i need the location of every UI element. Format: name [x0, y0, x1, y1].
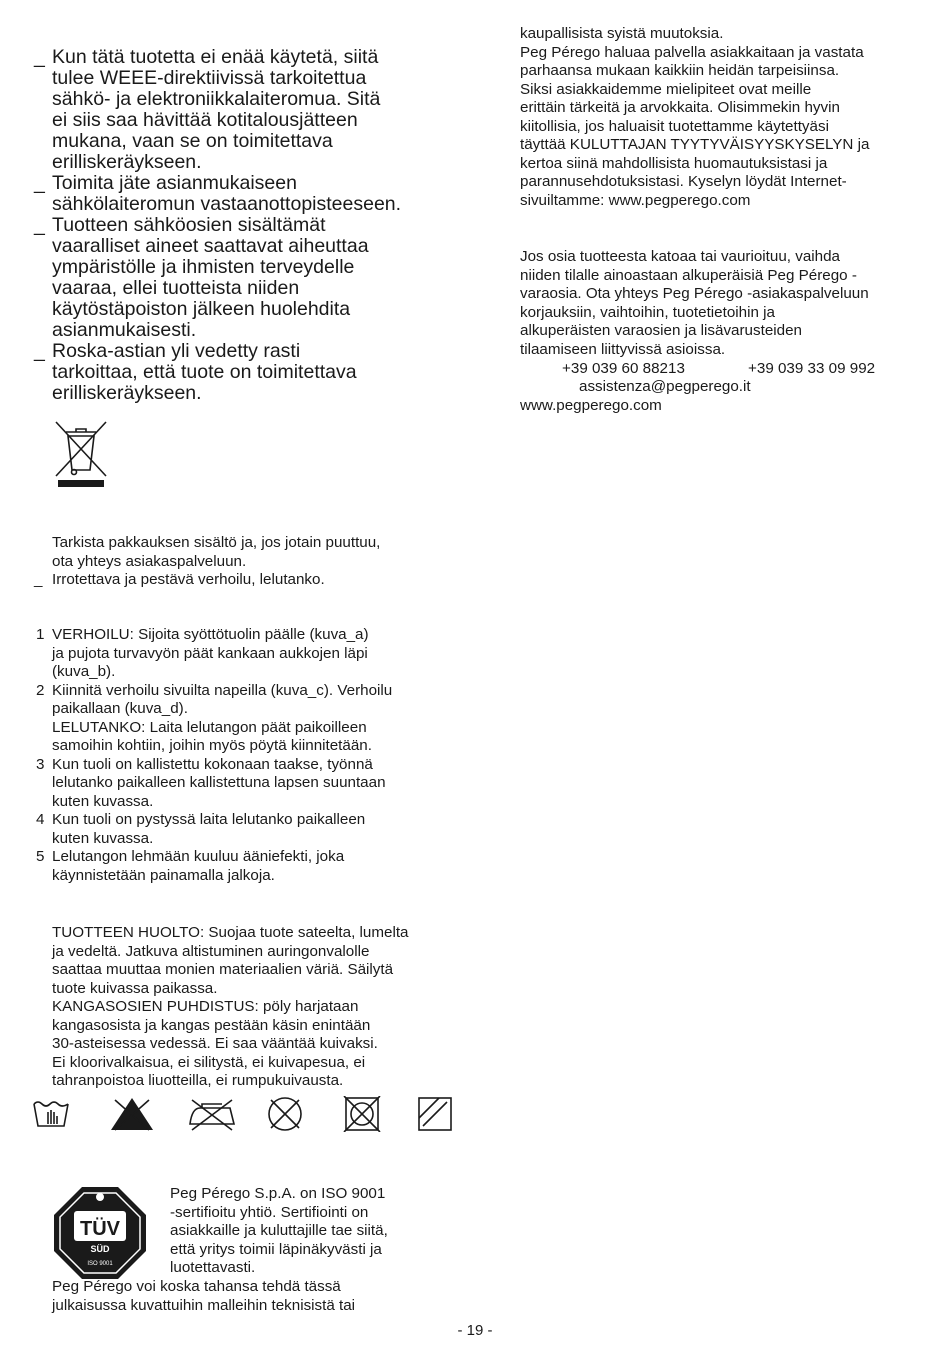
weee-item	[34, 341, 474, 404]
care-symbols	[32, 1096, 494, 1134]
assembly-steps	[36, 626, 476, 885]
weee-bin-icon	[54, 420, 108, 488]
step-text: Kun tuoli on pystyssä laita lelutanko paikalleen kuten kuvassa.	[52, 811, 366, 847]
contents-item	[34, 571, 474, 590]
list-marker: _	[34, 340, 45, 362]
tuv-brand-text: TÜV	[80, 1218, 120, 1240]
tuv-iso-text: ISO 9001	[87, 1261, 113, 1267]
step-item	[36, 626, 476, 682]
weee-item-text: Kun tätä tuotetta ei enää käytetä, siitä tulee WEEE-direktiivissä tarkoitettua sähkö- ja elektroniikkalaiteromua. Sitä ei siis saa hävittää kotitalousjätteen mukana, vaan se on toimitettava erilliskeräykseen.	[52, 46, 381, 173]
phone-1: +39 039 60 88213	[562, 360, 685, 377]
tuv-sub-text: SÜD	[90, 1244, 110, 1254]
support-email: assistenza@pegperego.it	[579, 378, 751, 395]
weee-list	[34, 47, 474, 404]
step-number: 5	[36, 848, 45, 865]
tuv-logo	[52, 1185, 148, 1281]
care-text: TUOTTEEN HUOLTO: Suojaa tuote sateelta, lumelta ja vedeltä. Jatkuva altistuminen auringonvalolle saattaa muuttaa monien materiaalien väriä. Säilytä tuote kuivassa paikassa. KANGASOSIEN PUHDISTUS: pöly harjataan kangasosista ja kangas pestään käsin enintään 30-asteisessa vedessä. Ei saa vääntää kuivaksi. Ei kloorivalkaisua, ei silitystä, ei kuivapesua, ei tahranpoistoa liuotteilla, ei rumpukuivausta.	[52, 924, 409, 1089]
step-number: 4	[36, 811, 45, 828]
iso-text-continued: Peg Pérego voi koska tahansa tehdä tässä julkaisussa kuvattuihin malleihin teknisistä tai	[52, 1278, 356, 1314]
step-number: 3	[36, 755, 45, 773]
step-text: Kun tuoli on kallistettu kokonaan taakse, työnnä lelutanko paikalleen kallistettuna lapsen suuntaan kuten kuvassa.	[52, 755, 386, 810]
website-link: www.pegperego.com	[520, 397, 662, 414]
weee-item	[34, 215, 474, 341]
phone-2: +39 039 33 09 992	[748, 360, 876, 377]
step-item	[36, 682, 476, 756]
weee-item-text: Tuotteen sähköosien sisältämät vaaralliset aineet saattavat aiheuttaa ympäristölle ja ihmisten terveydelle vaaraa, ellei tuotteista niiden käytöstäpoiston jälkeen huolehdita asianmukaisesti.	[52, 214, 369, 341]
list-marker: _	[34, 571, 43, 588]
dry-flat-icon	[417, 1096, 494, 1134]
contents-item-text: Irrotettava ja pestävä verhoilu, lelutanko.	[52, 571, 325, 588]
weee-item	[34, 47, 474, 173]
no-dry-clean-icon	[263, 1096, 340, 1134]
step-number: 1	[36, 626, 45, 643]
step-item	[36, 848, 476, 885]
no-bleach-icon	[109, 1096, 186, 1134]
no-tumble-dry-icon	[340, 1096, 417, 1134]
step-item	[36, 756, 476, 812]
step-text: VERHOILU: Sijoita syöttötuolin päälle (kuva_a) ja pujota turvavyön päät kankaan aukkojen läpi (kuva_b).	[52, 626, 369, 680]
contents-intro: Tarkista pakkauksen sisältö ja, jos jotain puuttuu, ota yhteys asiakaspalveluun.	[52, 534, 381, 570]
step-item	[36, 811, 476, 848]
weee-item-text: Toimita jäte asianmukaiseen sähkölaiteromun vastaanottopisteeseen.	[52, 172, 402, 215]
list-marker: _	[34, 214, 45, 236]
list-marker: _	[34, 46, 45, 68]
spare-parts-paragraph: Jos osia tuotteesta katoaa tai vaurioituu, vaihda niiden tilalle ainoastaan alkuperäisiä Peg Pérego - varaosia. Ota yhteys Peg Pérego -asiakaspalveluun korjauksiin, vaihtoihin, tuotetietoihin ja alkuperäisten varaosien ja lisävarusteiden tilaamiseen liittyvissä asioissa.	[520, 248, 869, 358]
step-number: 2	[36, 681, 45, 699]
step-text: Kiinnitä verhoilu sivuilta napeilla (kuva_c). Verhoilu paikallaan (kuva_d). LELUTANKO: Laita lelutangon päät paikoilleen samoihin kohtiin, joihin myös pöytä kiinnitetään.	[52, 681, 393, 754]
feedback-paragraph: kaupallisista syistä muutoksia. Peg Pérego haluaa palvella asiakkaitaan ja vastata parhaansa mukaan kaikkiin heidän tarpeisiinsa. Siksi asiakkaidemme mielipiteet ovat meille erittäin tärkeitä ja arvokkaita. Olisimmekin hyvin kiitollisia, jos haluaisit tuotettamme käytettyäsi täyttää KULUTTAJAN TYYTYVÄISYYSKYSELYN ja kertoa siinä mahdollisista huomautuksistasi ja parannusehdotuksistasi. Kyselyn löydät Internet- sivuiltamme: www.pegperego.com	[520, 25, 870, 209]
weee-item	[34, 173, 474, 215]
step-text: Lelutangon lehmään kuuluu ääniefekti, joka käynnistetään painamalla jalkoja.	[52, 848, 345, 884]
contents-section	[34, 534, 474, 590]
iso-text: Peg Pérego S.p.A. on ISO 9001 -sertifioitu yhtiö. Sertifiointi on asiakkaille ja kuluttajille tae siitä, että yritys toimii läpinäkyvästi ja luotettavasti.	[170, 1185, 388, 1276]
no-iron-icon	[186, 1096, 263, 1134]
page-number: - 19 -	[457, 1322, 493, 1339]
list-marker: _	[34, 172, 45, 194]
hand-wash-icon	[32, 1096, 109, 1134]
weee-item-text: Roska-astian yli vedetty rasti tarkoittaa, että tuote on toimitettava erilliskeräykseen.	[52, 340, 357, 404]
